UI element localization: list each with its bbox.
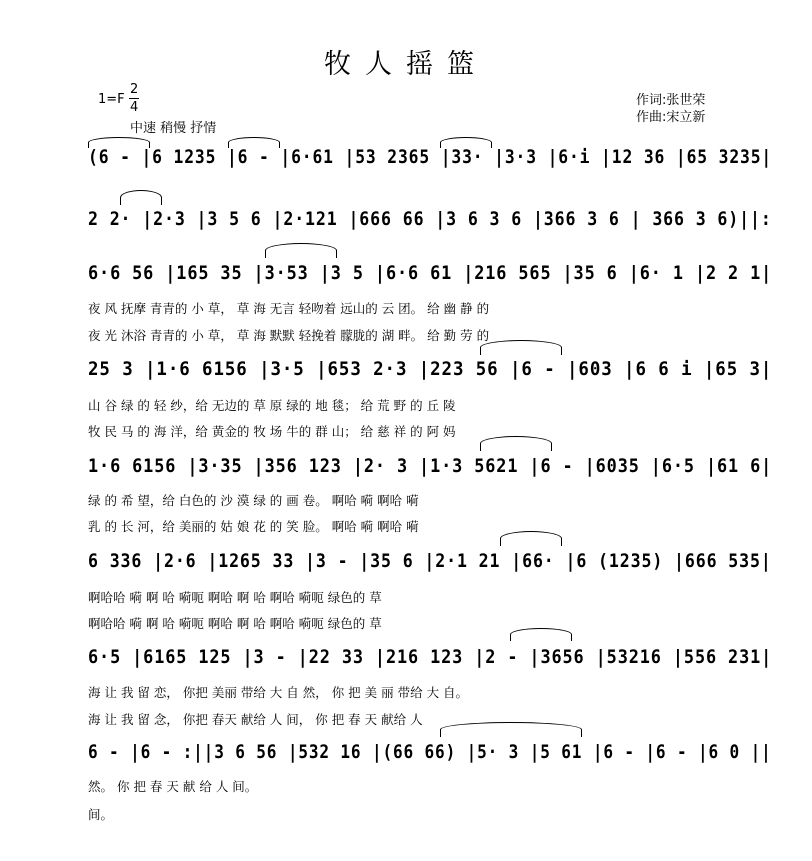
page-title: 牧人摇篮	[324, 49, 488, 80]
lyric-row-3-verse-1: 夜 风 抚摩 青青的 小 草， 草 海 无言 轻吻着 远山的 云 团。 给 幽 静 的	[88, 301, 490, 316]
lyric-row-7-verse-1: 海 让 我 留 恋， 你把 美丽 带给 大 自 然， 你 把 美 丽 带给 大 自。	[88, 685, 469, 700]
tempo-marking: 中速 稍慢 抒情	[130, 121, 217, 136]
lyricist-credit: 作词:张世荣	[636, 93, 706, 108]
slur	[500, 531, 562, 546]
time-signature-line	[129, 98, 139, 99]
slur	[265, 243, 337, 258]
slur	[228, 137, 280, 148]
score-row-1: (6 - |6 1235 |6 - |6·61 |53 2365 |33· |3·3 |6·i |12 36 |65 3235|	[88, 146, 773, 168]
slur	[440, 722, 582, 737]
slur	[120, 190, 162, 205]
slur	[480, 436, 552, 451]
score-row-8: 6 - |6 - :||3 6 56 |532 16 |(66 66) |5· 3 |5 61 |6 - |6 - |6 0 ||	[88, 741, 772, 763]
lyric-row-7-verse-2: 海 让 我 留 念， 你把 春天 献给 人 间， 你 把 春 天 献给 人	[88, 712, 423, 727]
slur	[480, 340, 562, 355]
score-row-5: 1·6 6156 |3·35 |356 123 |2· 3 |1·3 5621 |6 - |6035 |6·5 |61 6|	[88, 455, 773, 477]
slur	[510, 628, 572, 641]
slur	[440, 137, 492, 148]
time-signature-top: 2	[130, 82, 139, 97]
score-row-7: 6·5 |6165 125 |3 - |22 33 |216 123 |2 - |3656 |53216 |556 231|	[88, 646, 773, 668]
lyric-row-6-verse-2: 啊哈哈 嗬 啊 哈 嗬呃 啊哈 啊 哈 啊哈 嗬呃 绿色的 草	[88, 616, 382, 631]
lyric-row-5-verse-1: 绿 的 希 望，给 白色的 沙 漠 绿 的 画 卷。 啊哈 嗬 啊哈 嗬	[88, 493, 419, 508]
score-row-2: 2 2· |2·3 |3 5 6 |2·121 |666 66 |3 6 3 6 |366 3 6 | 366 3 6)||:	[88, 208, 772, 230]
lyric-row-4-verse-1: 山 谷 绿 的 轻 纱，给 无边的 草 原 绿的 地 毯； 给 荒 野 的 丘 陵	[88, 398, 456, 413]
slur	[88, 137, 150, 148]
score-row-3: 6·6 56 |165 35 |3·53 |3 5 |6·6 61 |216 565 |35 6 |6· 1 |2 2 1|	[88, 262, 773, 284]
lyric-row-4-verse-2: 牧 民 马 的 海 洋，给 黄金的 牧 场 牛的 群 山； 给 慈 祥 的 阿 妈	[88, 424, 456, 439]
score-row-4: 25 3 |1·6 6156 |3·5 |653 2·3 |223 56 |6 - |603 |6 6 i |65 3|	[88, 358, 773, 380]
time-signature-bottom: 4	[130, 100, 139, 115]
composer-credit: 作曲:宋立新	[636, 110, 706, 125]
lyric-row-8-verse-1: 然。 你 把 春 天 献 给 人 间。	[88, 779, 258, 794]
lyric-row-5-verse-2: 乳 的 长 河，给 美丽的 姑 娘 花 的 笑 脸。 啊哈 嗬 啊哈 嗬	[88, 519, 419, 534]
lyric-row-3-verse-2: 夜 光 沐浴 青青的 小 草， 草 海 默默 轻挽着 朦胧的 湖 畔。 给 勤 劳 的	[88, 328, 490, 343]
lyric-row-6-verse-1: 啊哈哈 嗬 啊 哈 嗬呃 啊哈 啊 哈 啊哈 嗬呃 绿色的 草	[88, 590, 382, 605]
key-signature: 1=F	[98, 92, 125, 107]
lyric-tail: 间。	[88, 807, 114, 822]
score-row-6: 6 336 |2·6 |1265 33 |3 - |35 6 |2·1 21 |66· |6 (1235) |666 535|	[88, 550, 772, 572]
